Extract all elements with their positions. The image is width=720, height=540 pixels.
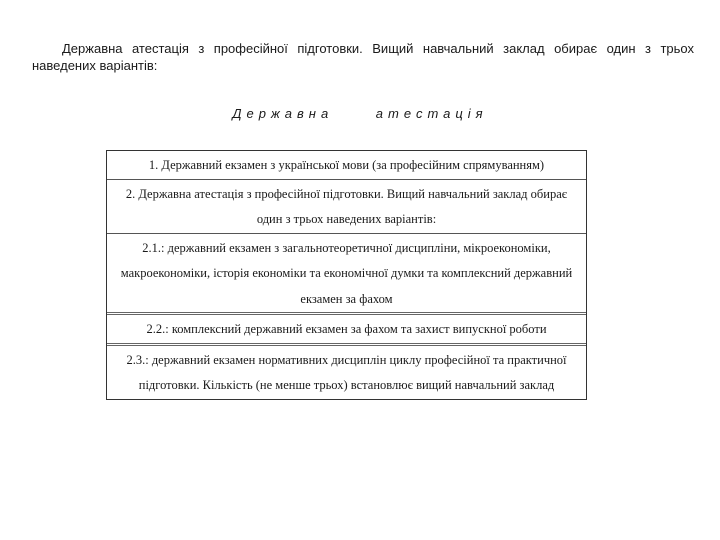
- attestation-options-box: [106, 150, 587, 400]
- option-row-2: 2. Державна атестація з професійної підготовки. Вищий навчальний заклад обирає один з трьох наведених варіантів:: [107, 180, 586, 234]
- option-row-2-1: 2.1.: державний екзамен з загальнотеоретичної дисципліни, мікроекономіки, макроекономіки, історія економіки та економічної думки та комплексний державний екзамен за фахом: [107, 234, 586, 316]
- option-row-1: 1. Державний екзамен з української мови (за професійним спрямуванням): [107, 151, 586, 180]
- intro-paragraph: Державна атестація з професійної підготовки. Вищий навчальний заклад обирає один з трьох наведених варіантів:: [32, 41, 694, 73]
- section-heading: Державна атестація: [232, 106, 488, 121]
- option-row-2-3: 2.3.: державний екзамен нормативних дисциплін циклу професійної та практичної підготовки. Кількість (не менше трьох) встановлює вищий навчальний заклад: [126, 352, 567, 392]
- option-row-2-2: 2.2.: комплексний державний екзамен за фахом та захист випускної роботи: [107, 315, 586, 346]
